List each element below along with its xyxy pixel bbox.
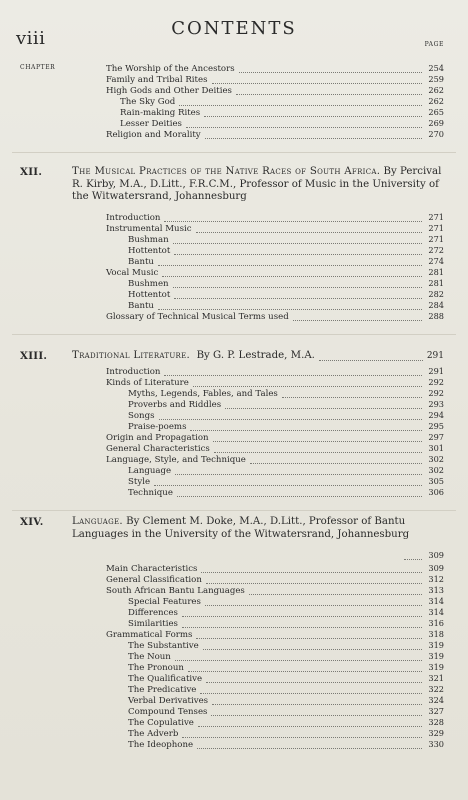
toc-entry-page: 271 [428,212,444,222]
toc-entry-title: Bushmen [128,279,169,289]
toc-entry-page: 262 [428,96,444,106]
toc-entry-title: General Characteristics [106,444,210,454]
toc-entry-page: 292 [428,388,444,398]
toc-entry-page: 319 [428,640,444,650]
toc-entry-title: Hottentot [128,246,171,256]
toc-entry [106,585,444,596]
chapter-author: By G. P. Lestrade, M.A. [196,350,315,361]
toc-entry-page: 274 [428,256,444,266]
toc-entry-page: 282 [428,289,444,299]
toc-entry [128,300,444,311]
toc-entry-page: 270 [428,129,444,139]
toc-entry-page: 316 [428,618,444,628]
toc-entry [106,223,444,234]
page-title: CONTENTS [171,18,297,39]
toc-entry [128,476,444,487]
toc-entry-page: 314 [428,607,444,617]
toc-entry [120,107,444,118]
toc-entry [106,366,444,377]
toc-entry-title: Origin and Propagation [106,433,209,443]
toc-entry [128,728,444,739]
toc-entry [106,311,444,322]
toc-entry-title: Introduction [106,367,161,377]
toc-entry [128,618,444,629]
toc-entry [128,640,444,651]
toc-entry [128,651,444,662]
toc-entry-page: 302 [428,454,444,464]
chapter-heading-xii [20,166,444,204]
toc-entry [128,717,444,728]
toc-entry [128,487,444,498]
chapter-title: Traditional Literature. [72,350,191,361]
toc-entry [128,706,444,717]
toc-entry-page: 272 [428,245,444,255]
chapter-page-row [400,550,444,560]
toc-entry-title: Compound Tenses [128,707,208,717]
toc-entry-title: Instrumental Music [106,224,192,234]
toc-entry-page: 327 [428,706,444,716]
chapter-author: By Clement M. Doke, M.A., D.Litt., Professor of Bantu Languages in the University of the Witwatersrand, Johannesburg [72,516,410,540]
toc-entry-title: Verbal Derivatives [128,696,209,706]
toc-entry-title: Bantu [128,257,154,267]
toc-entry-page: 254 [428,63,444,73]
chapter-title: The Musical Practices of the Native Races of South Africa. [72,166,381,177]
toc-entry-title: Bantu [128,301,154,311]
toc-entry-title: Kinds of Literature [106,378,189,388]
toc-entry [106,74,444,85]
toc-entry-page: 294 [428,410,444,420]
toc-entry-title: Bushman [128,235,169,245]
toc-entry-title: Family and Tribal Rites [106,75,208,85]
page-number: viii [16,28,46,49]
toc-entry-page: 322 [428,684,444,694]
toc-entry-page: 262 [428,85,444,95]
toc-entry-title: The Pronoun [128,663,184,673]
divider [12,334,456,335]
toc-entry-page: 321 [428,673,444,683]
toc-entry [106,129,444,140]
toc-entry [128,662,444,673]
toc-entry-page: 281 [428,278,444,288]
toc-entry-title: Technique [128,488,173,498]
toc-entry-title: General Classification [106,575,202,585]
toc-entry-page: 288 [428,311,444,321]
toc-entry [106,85,444,96]
toc-entry-title: The Noun [128,652,171,662]
toc-entry-title: Style [128,477,151,487]
toc-entry-page: 281 [428,267,444,277]
toc-entry-title: The Ideophone [128,740,194,750]
toc-entry-page: 293 [428,399,444,409]
chapter-page: 291 [426,351,444,361]
toc-entry-title: Introduction [106,213,161,223]
toc-entry-title: Praise-poems [128,422,187,432]
chapter-heading-xiii [20,350,444,363]
toc-entry-title: High Gods and Other Deities [106,86,232,96]
toc-entry-page: 318 [428,629,444,639]
toc-entry [106,454,444,465]
divider [12,510,456,511]
toc-entry [106,267,444,278]
page-column-label: PAGE [424,41,444,48]
chapter-heading-xiv [20,516,444,541]
toc-entry [128,256,444,267]
toc-entry-title: Special Features [128,597,201,607]
toc-entry-page: 295 [428,421,444,431]
toc-entry-title: Glossary of Technical Musical Terms used [106,312,289,322]
toc-entry-page: 284 [428,300,444,310]
toc-entry-page: 312 [428,574,444,584]
toc-entry-title: Main Characteristics [106,564,198,574]
toc-entry [106,574,444,585]
toc-entry-title: South African Bantu Languages [106,586,245,596]
toc-entry [106,212,444,223]
toc-entry-page: 319 [428,662,444,672]
toc-entry [128,421,444,432]
toc-entry-title: The Worship of the Ancestors [106,64,235,74]
toc-entry [128,399,444,410]
toc-entry [128,673,444,684]
toc-entry [128,388,444,399]
toc-entry-title: Vocal Music [106,268,159,278]
toc-entry [128,234,444,245]
toc-entry-title: The Predicative [128,685,197,695]
toc-entry-page: 324 [428,695,444,705]
toc-entry-title: Language, Style, and Technique [106,455,246,465]
toc-entry-title: Language [128,466,172,476]
toc-entry-page: 309 [428,563,444,573]
toc-entry-title: Proverbs and Riddles [128,400,222,410]
toc-entry-title: Differences [128,608,178,618]
toc-entry-page: 328 [428,717,444,727]
toc-entry-page: 302 [428,465,444,475]
toc-entry-page: 291 [428,366,444,376]
toc-entry [128,695,444,706]
toc-entry [128,596,444,607]
toc-entry-page: 301 [428,443,444,453]
toc-entry-title: Grammatical Forms [106,630,193,640]
toc-entry-page: 306 [428,487,444,497]
toc-entry-page: 265 [428,107,444,117]
toc-entry [128,684,444,695]
toc-entry-title: The Copulative [128,718,194,728]
chapter-number: XIV. [20,516,44,528]
toc-entry [106,63,444,74]
toc-entry-title: The Qualificative [128,674,203,684]
toc-entry-title: Songs [128,411,155,421]
toc-entry-title: Religion and Morality [106,130,201,140]
toc-entry-title: Hottentot [128,290,171,300]
toc-entry-page: 269 [428,118,444,128]
toc-entry-page: 305 [428,476,444,486]
toc-entry [106,563,444,574]
toc-entry-page: 329 [428,728,444,738]
toc-entry-title: Similarities [128,619,178,629]
toc-entry-page: 319 [428,651,444,661]
toc-entry [128,465,444,476]
toc-entry [128,245,444,256]
toc-entry [128,739,444,750]
toc-entry [128,289,444,300]
chapter-title: Language. [72,516,123,527]
chapter-column-label: CHAPTER [20,64,56,71]
toc-entry [128,278,444,289]
chapter-page: 309 [428,550,444,560]
toc-entry-page: 292 [428,377,444,387]
toc-entry-title: Myths, Legends, Fables, and Tales [128,389,278,399]
toc-entry-page: 271 [428,234,444,244]
toc-entry-page: 297 [428,432,444,442]
toc-entry-page: 271 [428,223,444,233]
toc-entry [128,410,444,421]
toc-entry [106,377,444,388]
toc-entry [128,607,444,618]
toc-entry [120,118,444,129]
toc-entry [106,432,444,443]
toc-entry [106,629,444,640]
toc-entry-page: 259 [428,74,444,84]
toc-entry-title: The Substantive [128,641,199,651]
chapter-author: By Percival R. Kirby, M.A., D.Litt., F.R.C.M., Professor of Music in the University of the Witwatersrand, Johannesburg [72,166,442,202]
toc-entry [106,443,444,454]
toc-entry-page: 330 [428,739,444,749]
toc-entry [120,96,444,107]
toc-entry-title: Rain-making Rites [120,108,201,118]
toc-entry-title: Lesser Deities [120,119,182,129]
chapter-number: XII. [20,166,43,178]
toc-entry-title: The Sky God [120,97,176,107]
divider [12,152,456,153]
toc-entry-page: 313 [428,585,444,595]
toc-entry-page: 314 [428,596,444,606]
toc-entry-title: The Adverb [128,729,179,739]
chapter-number: XIII. [20,350,48,362]
